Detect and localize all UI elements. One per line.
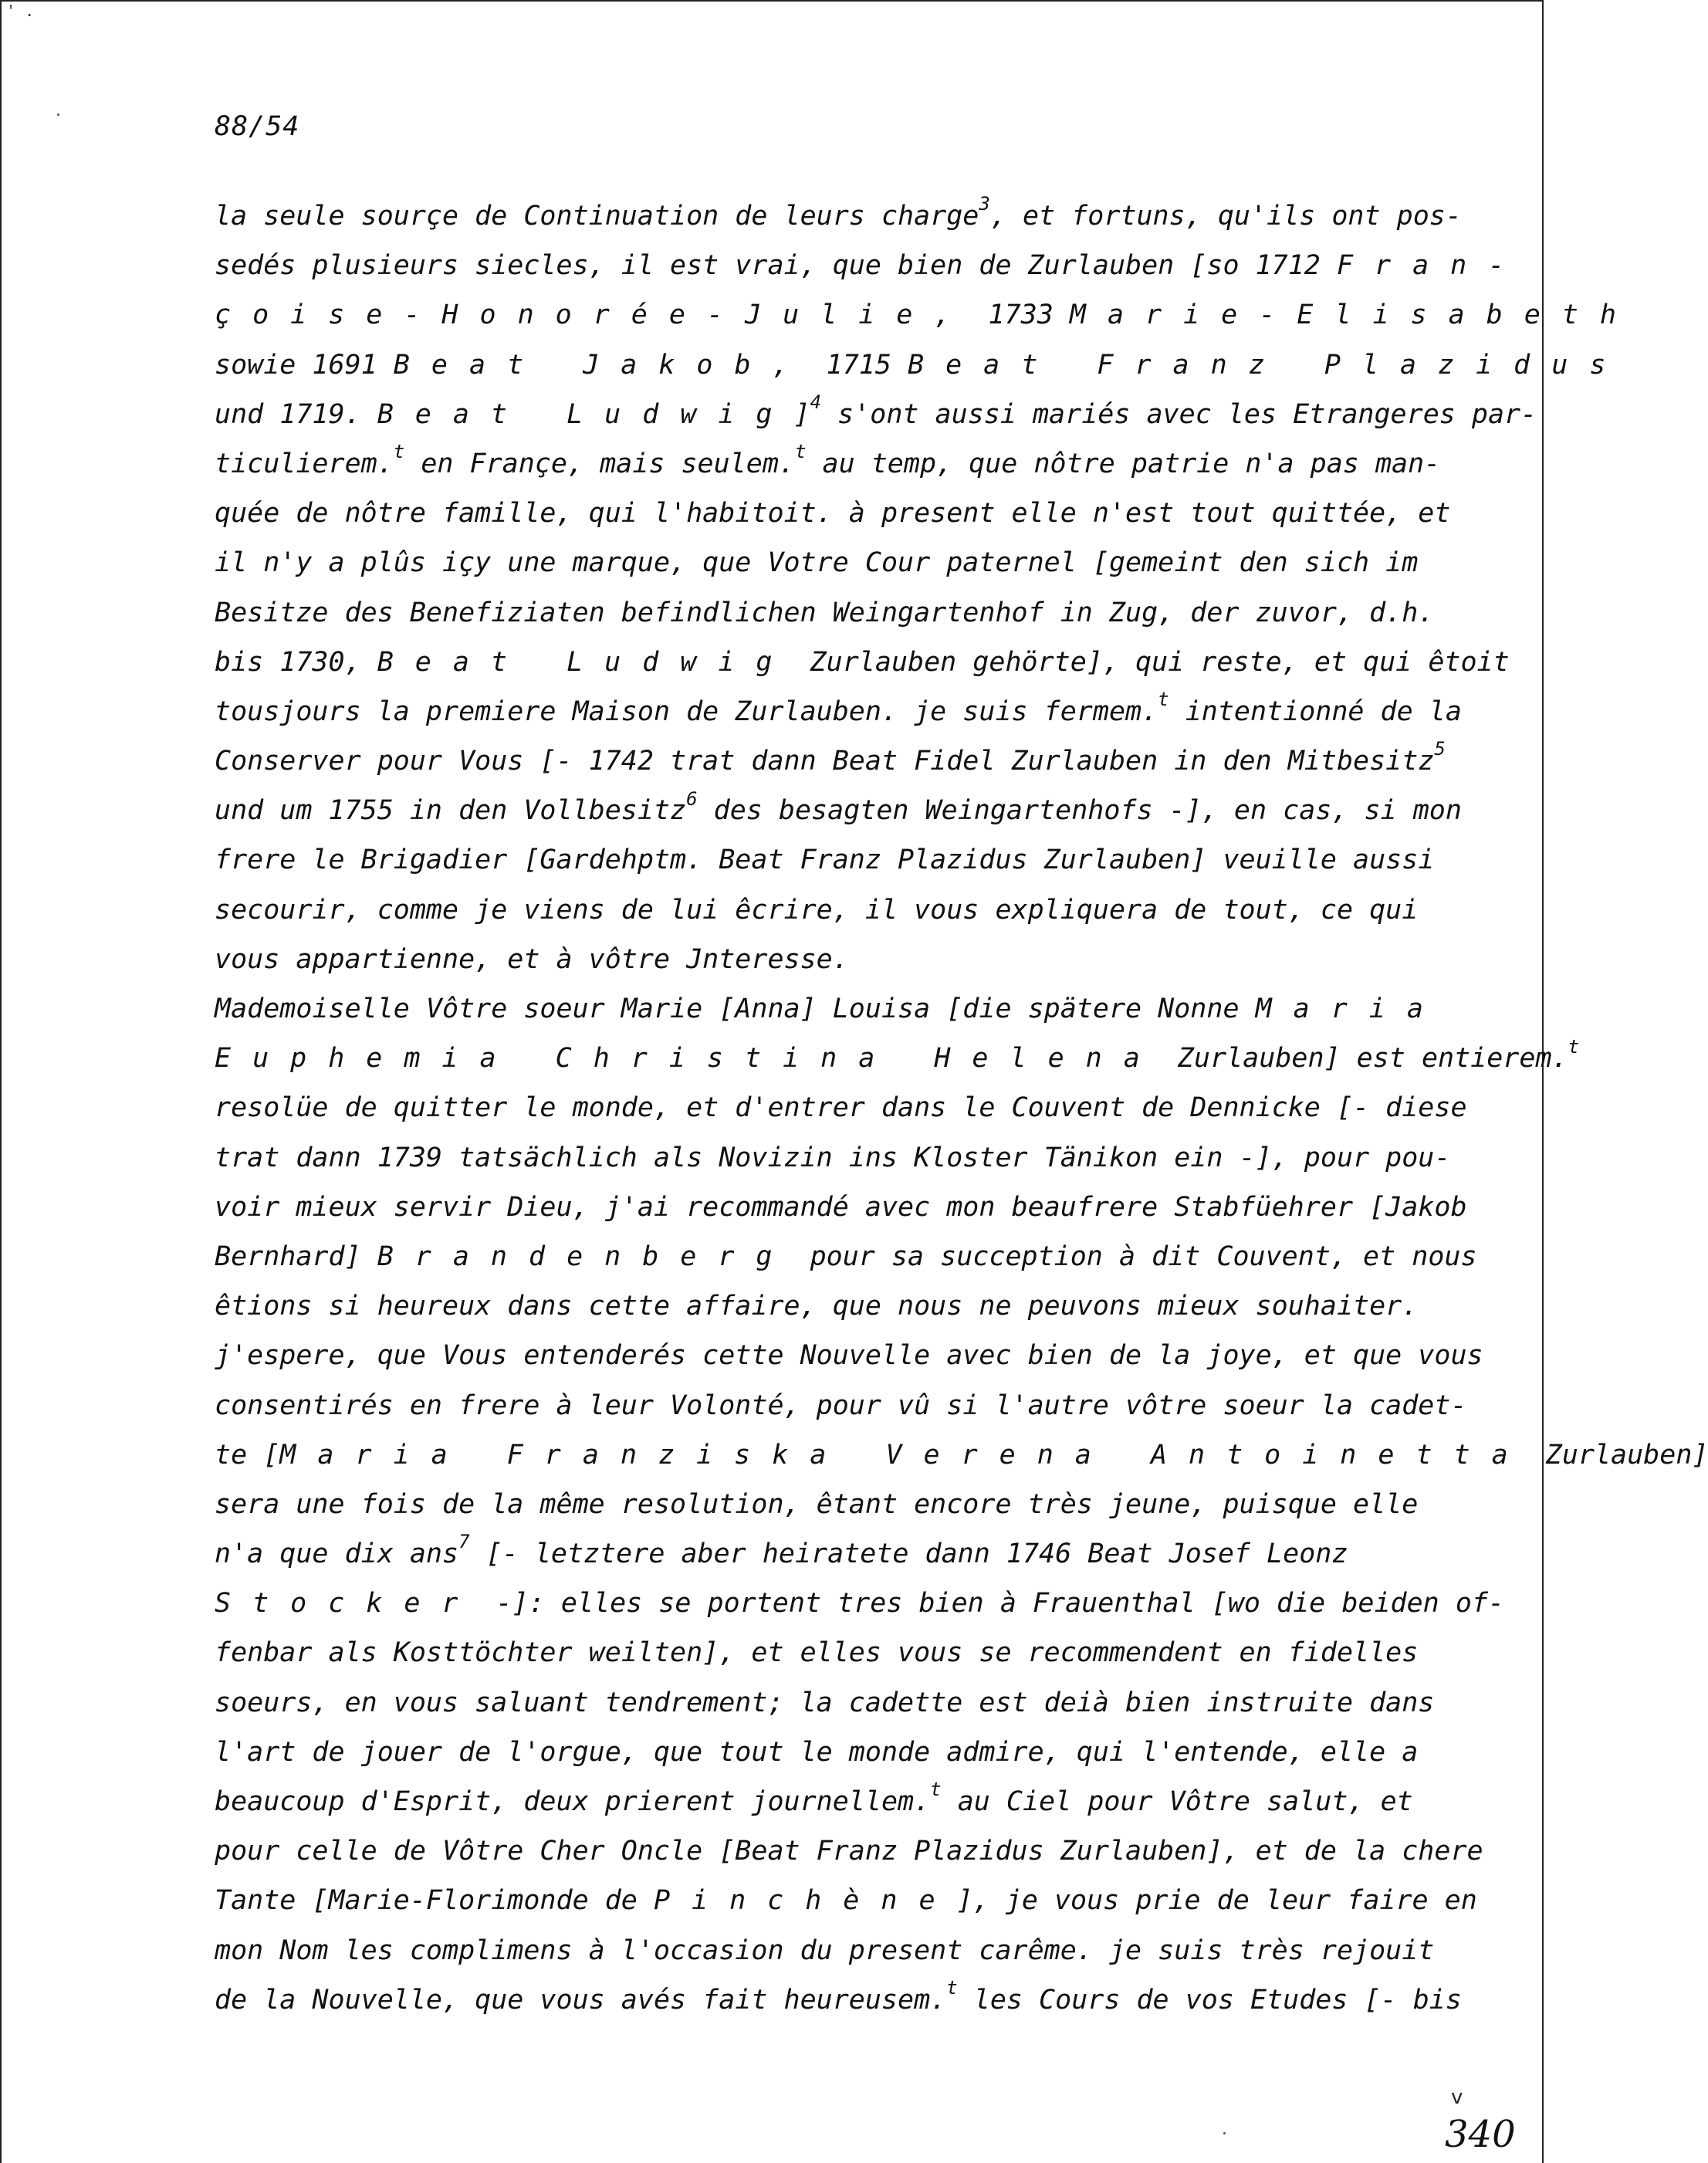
text-span: fenbar als Kosttöchter weilten], et elles vous se recommendent en fidelles [215, 1637, 1419, 1669]
spaced-name: Pinchène [653, 1885, 957, 1917]
text-line [215, 1430, 1708, 1480]
spaced-name: Beat Ludwig [377, 398, 794, 430]
text-line [215, 1876, 1477, 1925]
text-span: Tante [Marie-Florimonde de [215, 1885, 654, 1917]
spaced-name: Beat Jakob, [393, 349, 810, 381]
text-span: bis 1730, [215, 646, 377, 678]
text-line [215, 1133, 1449, 1183]
text-span: sedés plusieurs siecles, il est vrai, que bien de Zurlauben [so 1712 [215, 250, 1337, 282]
footnote-marker: 7 [458, 1531, 470, 1553]
text-span: l'art de jouer de l'orgue, que tout le monde admire, qui l'entende, elle a [215, 1736, 1419, 1768]
footnote-marker: 3 [979, 193, 990, 215]
text-span: êtions si heureux dans cette affaire, que nous ne peuvons mieux souhaiter. [215, 1291, 1419, 1322]
text-line [215, 1232, 1477, 1281]
spaced-name: Beat Ludwig [377, 646, 794, 678]
text-line [215, 885, 1449, 935]
text-line [215, 935, 1449, 984]
text-line [215, 1728, 1449, 1777]
footnote-marker: t [1158, 689, 1169, 711]
spaced-name: Maria Franziska Verena Antoinetta [279, 1439, 1530, 1471]
text-span: n'a que dix ans [215, 1538, 459, 1570]
text-line [215, 835, 1449, 885]
text-span: consentirés en frere à leur Volonté, pour vû si l'autre vôtre soeur la cadet- [215, 1390, 1467, 1421]
text-span: und 1719. [215, 398, 377, 430]
text-span: s'ont aussi mariés avec les Etrangeres par- [821, 398, 1537, 430]
footnote-marker: t [1568, 1035, 1580, 1058]
footnote-marker: t [946, 1977, 958, 1999]
text-line [215, 1975, 1462, 2025]
text-span: tousjours la premiere Maison de Zurlauben. je suis fermem. [215, 696, 1158, 727]
text-line [215, 1628, 1449, 1677]
footnote-marker: t [393, 441, 405, 463]
corner-mark: ' . [6, 2, 35, 20]
text-span: pour sa sucception à dit Couvent, et nous [793, 1241, 1477, 1272]
spaced-name: Beat Franz Plazidus [908, 349, 1628, 381]
text-line [215, 1331, 1483, 1380]
text-line [215, 191, 1462, 241]
spaced-name: çoise-Honorée-Julie, [215, 300, 972, 331]
text-span: und um 1755 in den Vollbesitz [215, 795, 687, 827]
text-span: Zurlauben] est entierem. [1161, 1043, 1568, 1075]
text-line [215, 984, 1449, 1034]
spaced-name: Euphemia Christina Helena [215, 1043, 1162, 1075]
spaced-name: Brandenberg [377, 1241, 794, 1272]
text-span: j'espere, que Vous entenderés cette Nouvelle avec bien de la joye, et que vous [215, 1340, 1483, 1372]
text-span: beaucoup d'Esprit, deux prierent journellem. [215, 1786, 931, 1817]
text-line [215, 1034, 1580, 1083]
archive-stamp-number: 340 [1445, 2113, 1516, 2156]
text-span: secourir, comme je viens de lui êcrire, il vous expliquera de tout, ce qui [215, 894, 1419, 926]
text-span: trat dann 1739 tatsächlich als Novizin ins Kloster Tänikon ein -], pour pou- [215, 1142, 1451, 1173]
text-line [215, 390, 1537, 439]
text-span: il n'y a plûs içy une marque, que Votre Cour paternel [gemeint den sich im [215, 547, 1419, 579]
text-span: Zurlauben gehörte], qui reste, et qui êtoit [793, 646, 1510, 678]
text-span: resolüe de quitter le monde, et d'entrer dans le Couvent de Dennicke [- diese [215, 1092, 1467, 1124]
text-line [215, 1777, 1449, 1826]
footnote-marker: 6 [686, 787, 698, 810]
footnote-marker: 4 [810, 391, 822, 414]
text-span: vous appartienne, et à vôtre Jnteresse. [215, 943, 849, 975]
text-span: au Ciel pour Vôtre salut, et [941, 1786, 1413, 1817]
text-span: sowie 1691 [215, 349, 394, 381]
text-span: de la Nouvelle, que vous avés fait heureusem. [215, 1984, 947, 2016]
text-line [215, 1183, 1467, 1232]
text-line [215, 1529, 1449, 1579]
text-span: des besagten Weingartenhofs -], en cas, si mon [697, 795, 1462, 827]
text-line [215, 1083, 1467, 1132]
text-span: la seule sourçe de Continuation de leurs charge [215, 201, 979, 232]
text-line [215, 588, 1449, 638]
text-span: les Cours de vos Etudes [- bis [957, 1984, 1462, 2016]
text-line [215, 786, 1462, 835]
text-span: -]: elles se portent tres bien à Frauenthal [wo die beiden of- [479, 1588, 1505, 1620]
text-span: ], je vous prie de leur faire en [956, 1885, 1477, 1917]
text-span: Mademoiselle Vôtre soeur Marie [Anna] Louisa [die spätere Nonne [215, 993, 1256, 1024]
text-span: en Françe, mais seulem. [404, 448, 795, 479]
text-line [215, 1281, 1449, 1331]
text-span: Conserver pour Vous [- 1742 trat dann Beat Fidel Zurlauben in den Mitbesitz [215, 746, 1435, 777]
text-line [215, 489, 1449, 538]
text-line [215, 290, 1638, 340]
margin-dot [57, 113, 59, 116]
text-line [215, 687, 1462, 736]
text-span: , et fortuns, qu'ils ont pos- [989, 201, 1462, 232]
text-span: 1733 [972, 300, 1070, 331]
spaced-name: Stocker [215, 1588, 480, 1620]
text-line [215, 1678, 1449, 1728]
text-line [215, 1926, 1449, 1975]
text-span: pour celle de Vôtre Cher Oncle [Beat Franz Plazidus Zurlauben], et de la chere [215, 1836, 1483, 1867]
text-span: mon Nom les complimens à l'occasion du present carême. je suis très rejouit [215, 1935, 1435, 1966]
text-line [215, 638, 1510, 687]
text-line [215, 538, 1449, 587]
text-line [215, 736, 1449, 786]
stamp-check-mark: v [1451, 2086, 1463, 2109]
text-span: Bernhard] [215, 1241, 377, 1272]
text-span: quée de nôtre famille, qui l'habitoit. à present elle n'est tout quittée, et [215, 498, 1451, 530]
text-line [215, 439, 1449, 489]
spaced-name: Marie-Elisabeth [1069, 300, 1638, 331]
text-span: Zurlauben] [1529, 1439, 1708, 1471]
page-number: 88/54 [215, 111, 300, 142]
footer-dot [1223, 2132, 1226, 2134]
text-span: [- letztere aber heiratete dann 1746 Beat Josef Leonz [469, 1538, 1348, 1570]
text-line [215, 340, 1628, 390]
text-span: voir mieux servir Dieu, j'ai recommandé avec mon beaufrere Stabfüehrer [Jakob [215, 1191, 1467, 1223]
spaced-name: Fran- [1336, 250, 1527, 282]
text-line [215, 1480, 1449, 1529]
text-line [215, 1826, 1483, 1876]
text-span: sera une fois de la même resolution, êtant encore très jeune, puisque elle [215, 1488, 1419, 1520]
text-span: ticulierem. [215, 448, 394, 479]
text-line [215, 1579, 1505, 1628]
text-span: 1715 [810, 349, 908, 381]
text-span: frere le Brigadier [Gardehptm. Beat Franz Plazidus Zurlauben] veuille aussi [215, 845, 1435, 876]
text-span: intentionné de la [1169, 696, 1462, 727]
text-line [215, 241, 1527, 290]
spaced-name: Maria [1255, 993, 1445, 1024]
text-span: au temp, que nôtre patrie n'a pas man- [806, 448, 1441, 479]
text-span: ] [793, 398, 810, 430]
text-span: Besitze des Benefiziaten befindlichen Weingartenhof in Zug, der zuvor, d.h. [215, 597, 1435, 628]
text-span: soeurs, en vous saluant tendrement; la cadette est deià bien instruite dans [215, 1687, 1435, 1718]
body-text [215, 191, 1708, 2025]
text-span: te [ [215, 1439, 280, 1471]
text-line [215, 1381, 1467, 1430]
footnote-marker: t [794, 441, 807, 463]
footnote-marker: 5 [1434, 738, 1446, 760]
footnote-marker: t [930, 1779, 942, 1801]
